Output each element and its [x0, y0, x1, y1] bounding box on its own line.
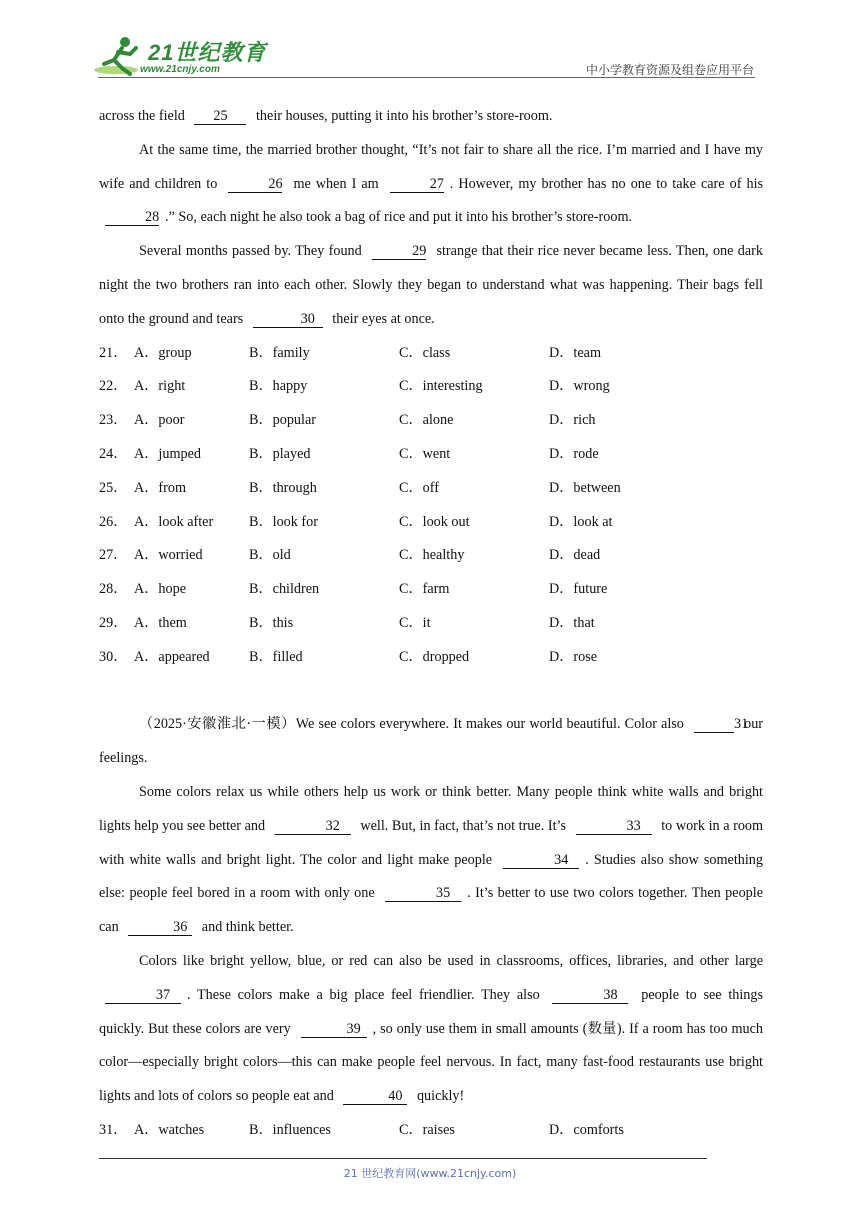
option-d[interactable]: D．comforts	[549, 1121, 624, 1138]
blank-33: 33	[576, 818, 652, 835]
question-row-27: 27． A．worried B．old C．healthy D．dead	[99, 539, 763, 573]
option-c[interactable]: C．went	[399, 445, 451, 462]
option-a[interactable]: A．poor	[134, 412, 185, 429]
option-b[interactable]: B．popular	[249, 412, 316, 429]
passage2-paragraph-2: Some colors relax us while others help us work or think better. Many people think white walls and bright lights help you see better and 32 well. But, in fact, that’s not true. It’s 33 to work in a room with white walls and bright light. The color and light make people 34 . Studies also show something else: people feel bored in a room with only one 35 . It’s better to use two colors together. Then people can 36 and think better.	[99, 783, 764, 936]
option-b[interactable]: B．played	[249, 445, 311, 462]
question-list-2	[99, 1114, 763, 1148]
option-a[interactable]: A．watches	[134, 1121, 205, 1138]
option-d[interactable]: D．that	[549, 614, 595, 631]
option-a[interactable]: A．jumped	[134, 445, 201, 462]
option-b[interactable]: B．old	[249, 547, 291, 564]
option-d[interactable]: D．future	[549, 581, 608, 598]
passage1-paragraph-1: across the field 25 their houses, putting it into his brother’s store-room.	[99, 108, 553, 124]
question-row-31: 31． A．watches B．influences C．raises D．comforts	[99, 1114, 763, 1148]
section-spacer	[99, 675, 763, 709]
passage1-paragraph-2: At the same time, the married brother thought, “It’s not fair to share all the rice. I’m married and I have my wife and children to 26 me when I am 27 . However, my brother has no one to take care of his 28 .” So, each night he also took a bag of rice and put it into his brother’s store-room.	[99, 141, 764, 226]
question-list-1	[99, 337, 763, 675]
question-row-22: 22． A．right B．happy C．interesting D．wrong	[99, 370, 763, 404]
blank-35: 35	[385, 885, 461, 902]
footer-divider	[99, 1158, 707, 1159]
option-a[interactable]: A．worried	[134, 547, 203, 564]
exam-content	[99, 100, 763, 1148]
question-row-25: 25． A．from B．through C．off D．between	[99, 472, 763, 506]
blank-31: 31	[694, 716, 734, 733]
option-a[interactable]: A．from	[134, 479, 187, 496]
passage1-paragraph-3: Several months passed by. They found 29 strange that their rice never became less. Then, one dark night the two brothers ran into each other. Slowly they began to understand what was happening. Their bags fell onto the ground and tears 30 their eyes at once.	[99, 243, 763, 327]
option-a[interactable]: A．them	[134, 614, 187, 631]
blank-29: 29	[372, 243, 426, 260]
blank-34: 34	[503, 852, 579, 869]
option-d[interactable]: D．rose	[549, 648, 598, 665]
option-b[interactable]: B．look for	[249, 513, 318, 530]
question-row-26: 26． A．look after B．look for C．look out D．look at	[99, 506, 763, 540]
option-a[interactable]: A．group	[134, 344, 192, 361]
option-d[interactable]: D．wrong	[549, 378, 610, 395]
page-header	[0, 0, 860, 80]
option-d[interactable]: D．rich	[549, 412, 596, 429]
logo-url: www.21cnjy.com	[140, 64, 220, 75]
blank-38: 38	[552, 987, 628, 1004]
option-d[interactable]: D．team	[549, 344, 602, 361]
option-b[interactable]: B．happy	[249, 378, 308, 395]
question-row-21: 21． A．group B．family C．class D．team	[99, 337, 763, 371]
blank-27: 27	[390, 176, 444, 193]
blank-25: 25	[194, 108, 246, 125]
blank-30: 30	[253, 311, 323, 328]
question-row-30: 30． A．appeared B．filled C．dropped D．rose	[99, 641, 763, 675]
option-a[interactable]: A．look after	[134, 513, 214, 530]
option-c[interactable]: C．raises	[399, 1121, 455, 1138]
option-b[interactable]: B．filled	[249, 648, 303, 665]
blank-28: 28	[105, 209, 159, 226]
blank-37: 37	[105, 987, 181, 1004]
logo-text: 21世纪教育	[148, 40, 267, 65]
option-a[interactable]: A．appeared	[134, 648, 210, 665]
passage2-paragraph-1: （2025·安徽淮北·一模）We see colors everywhere. It makes our world beautiful. Color also 31 our feelings.	[99, 716, 764, 767]
option-c[interactable]: C．look out	[399, 513, 470, 530]
header-divider	[98, 77, 755, 78]
blank-39: 39	[301, 1021, 367, 1038]
option-b[interactable]: B．through	[249, 479, 317, 496]
option-d[interactable]: D．look at	[549, 513, 613, 530]
footer-text[interactable]: 21 世纪教育网(www.21cnjy.com)	[343, 1167, 517, 1180]
question-row-29: 29． A．them B．this C．it D．that	[99, 607, 763, 641]
option-b[interactable]: B．family	[249, 344, 310, 361]
option-c[interactable]: C．farm	[399, 581, 450, 598]
blank-40: 40	[343, 1088, 407, 1105]
option-a[interactable]: A．hope	[134, 581, 187, 598]
option-d[interactable]: D．rode	[549, 445, 599, 462]
option-d[interactable]: D．dead	[549, 547, 601, 564]
option-c[interactable]: C．interesting	[399, 378, 483, 395]
passage2-paragraph-3: Colors like bright yellow, blue, or red can also be used in classrooms, offices, libraries, and other large 37 . These colors make a big place feel friendlier. They also 38 people to see things quickly. But these colors are very 39 , so only use them in small amounts (数量). If a room has too much color—especially bright colors—this can make people feel nervous. In fact, many fast-food restaurants use bright lights and lots of colors so people eat and 40 quickly!	[99, 952, 764, 1105]
option-a[interactable]: A．right	[134, 378, 186, 395]
option-b[interactable]: B．children	[249, 581, 320, 598]
option-c[interactable]: C．dropped	[399, 648, 470, 665]
blank-26: 26	[228, 176, 282, 193]
option-c[interactable]: C．class	[399, 344, 451, 361]
option-b[interactable]: B．influences	[249, 1121, 331, 1138]
platform-label: 中小学教育资源及组卷应用平台	[585, 63, 754, 77]
question-row-24: 24． A．jumped B．played C．went D．rode	[99, 438, 763, 472]
option-d[interactable]: D．between	[549, 479, 621, 496]
blank-36: 36	[128, 919, 192, 936]
option-c[interactable]: C．off	[399, 479, 439, 496]
option-b[interactable]: B．this	[249, 614, 294, 631]
question-row-23: 23． A．poor B．popular C．alone D．rich	[99, 404, 763, 438]
question-row-28: 28． A．hope B．children C．farm D．future	[99, 573, 763, 607]
option-c[interactable]: C．it	[399, 614, 431, 631]
option-c[interactable]: C．alone	[399, 412, 454, 429]
blank-32: 32	[275, 818, 351, 835]
option-c[interactable]: C．healthy	[399, 547, 465, 564]
